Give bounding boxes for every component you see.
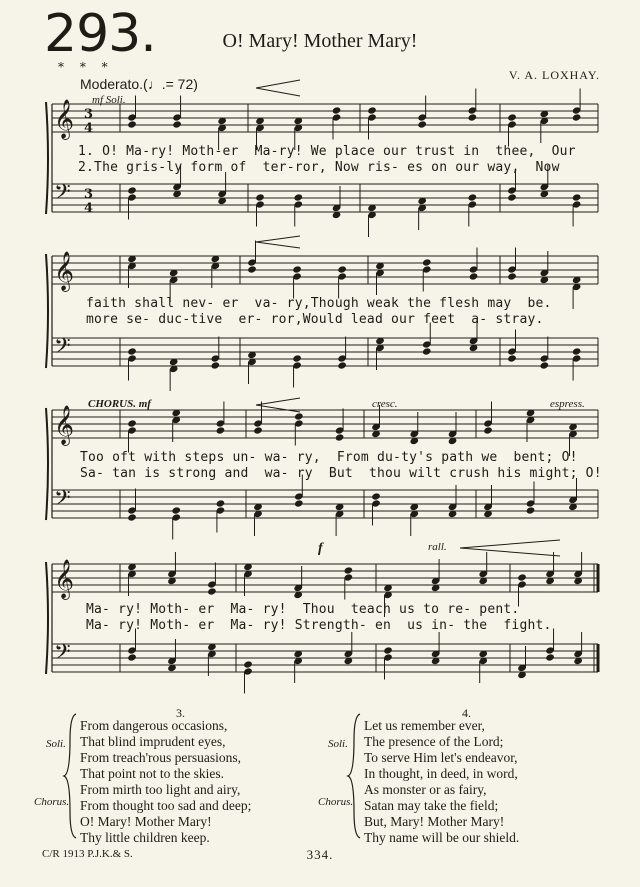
time-signature: 3 — [84, 187, 94, 202]
brace-icon — [46, 254, 48, 368]
brace-icon — [46, 562, 48, 674]
note-head — [294, 499, 304, 507]
note-head — [367, 106, 377, 114]
note-head — [507, 113, 517, 121]
note-head — [292, 354, 302, 362]
hairpin-icon — [256, 80, 300, 96]
bass-clef-icon: 𝄢 — [54, 486, 71, 516]
system-4-verse-2: Ma- ry! Moth- er Ma- ry! Strength- en us in- the fight. — [86, 618, 552, 633]
stanza-line: From mirth too light and airy, — [80, 782, 241, 797]
note-head — [216, 499, 226, 507]
note-head — [540, 361, 550, 369]
system-3-verse-1: Too oft with steps un- wa- ry, From du-ty's path we bent; O! — [80, 450, 578, 465]
brace-icon — [46, 408, 48, 520]
note-head — [171, 506, 181, 514]
treble-clef-icon: 𝄞 — [54, 559, 75, 599]
stanza-4-chorus-label: Chorus. — [318, 796, 354, 808]
note-head — [507, 354, 517, 362]
note-head — [572, 347, 582, 355]
stanza-line: From dangerous occasions, — [80, 718, 228, 733]
stanza-line: Thy name will be our shield. — [364, 830, 520, 845]
note-head — [293, 193, 303, 201]
treble-clef-icon: 𝄞 — [54, 251, 75, 291]
system-3-verse-2: Sa- tan is strong and wa- ry But thou wilt crush his might; O! — [80, 466, 602, 481]
note-head — [526, 506, 536, 514]
note-head — [127, 419, 137, 427]
note-head — [483, 426, 493, 434]
stanza-line: Thy little children keep. — [80, 830, 210, 845]
note-head — [545, 653, 555, 661]
system-1-verse-1: 1. O! Ma-ry! Moth-er Ma-ry! We place our trust in thee, Our — [78, 144, 576, 159]
note-head — [337, 361, 347, 369]
hymn-title: O! Mary! Mother Mary! — [222, 30, 418, 52]
note-head — [337, 265, 347, 273]
note-head — [332, 106, 342, 114]
note-head — [371, 492, 381, 500]
note-head — [417, 120, 427, 128]
note-head — [507, 193, 517, 201]
system-2-verse-1: faith shall nev- er va- ry,Though weak the flesh may be. — [86, 296, 552, 311]
hymn-number: 293. — [44, 4, 156, 64]
note-head — [468, 113, 478, 121]
note-head — [243, 660, 253, 668]
system-4-verse-1: Ma- ry! Moth- er Ma- ry! Thou teach us to re- pent. — [86, 602, 520, 617]
cresc-marking: cresc. — [372, 398, 398, 410]
note-head — [255, 193, 265, 201]
stanza-3-soli-label: Soli. — [46, 738, 66, 750]
stanza-line: From thought too sad and deep; — [80, 798, 252, 813]
note-head — [207, 587, 217, 595]
dynamic-forte: f — [318, 541, 323, 556]
note-head — [335, 433, 345, 441]
stanza-brace-icon — [64, 714, 76, 838]
stanza-4-soli-label: Soli. — [328, 738, 348, 750]
note-head — [127, 347, 137, 355]
tempo-marking: Moderato.(♩.= 72) — [80, 76, 198, 92]
note-head — [172, 120, 182, 128]
time-signature: 4 — [84, 121, 94, 136]
note-head — [253, 426, 263, 434]
treble-clef-icon: 𝄞 — [54, 405, 75, 445]
composer: V. A. LOXHAY. — [508, 68, 600, 82]
rall-marking: rall. — [428, 541, 447, 553]
dynamic-mf-soli: mf Soli. — [92, 94, 126, 106]
note-head — [211, 361, 221, 369]
copyright-notice: C/R 1913 P.J.K.& S. — [42, 848, 133, 860]
espress-marking: espress. — [550, 398, 585, 410]
stanza-4-lines — [364, 718, 519, 846]
bass-clef-icon: 𝄢 — [54, 640, 71, 670]
note-head — [422, 347, 432, 355]
bass-clef-icon: 𝄢 — [54, 334, 71, 364]
hairpin-icon — [256, 236, 300, 248]
stanza-3-number: 3. — [176, 706, 185, 720]
note-head — [572, 113, 582, 121]
bass-clef-icon: 𝄢 — [54, 180, 71, 210]
stanza-line: As monster or as fairy, — [364, 782, 487, 797]
note-head — [469, 272, 479, 280]
stanza-3-lines — [80, 718, 251, 846]
note-head — [127, 120, 137, 128]
note-head — [247, 265, 257, 273]
time-signature: 4 — [84, 201, 94, 216]
stanza-line: Let us remember ever, — [364, 718, 485, 733]
treble-clef-icon: 𝄞 — [54, 99, 75, 139]
note-head — [127, 653, 137, 661]
stanza-line: From treach'rous persuasions, — [80, 750, 242, 765]
note-head — [292, 265, 302, 273]
note-head — [127, 513, 137, 521]
note-head — [572, 193, 582, 201]
stanza-line: But, Mary! Mother Mary! — [364, 814, 505, 829]
note-head — [216, 426, 226, 434]
title-stars: * * * — [58, 60, 114, 74]
note-head — [294, 412, 304, 420]
note-head — [468, 193, 478, 201]
stanza-4-number: 4. — [462, 706, 471, 720]
stanza-brace-icon — [348, 714, 360, 838]
note-head — [344, 566, 354, 574]
time-signature: 3 — [84, 107, 94, 122]
note-head — [383, 646, 393, 654]
hairpin-icon — [460, 540, 560, 556]
stanza-line: The presence of the Lord; — [364, 734, 504, 749]
stanza-line: To serve Him let's endeavor, — [364, 750, 518, 765]
stanza-line: In thought, in deed, in word, — [364, 766, 518, 781]
note-head — [127, 186, 137, 194]
brace-icon — [46, 102, 48, 214]
page-number: 334. — [306, 847, 334, 862]
stanza-line: Satan may take the field; — [364, 798, 499, 813]
note-head — [422, 258, 432, 266]
note-head — [507, 272, 517, 280]
system-2-verse-2: more se- duc-tive er- ror,Would lead our feet a- stray. — [86, 312, 544, 327]
stanza-line: That point not to the skies. — [80, 766, 224, 781]
chorus-marking: CHORUS. mf — [88, 398, 151, 410]
system-1-verse-2: 2.The gris-ly form of ter-ror, Now ris- es on our way, Now — [78, 160, 560, 175]
stanza-line: O! Mary! Mother Mary! — [80, 814, 212, 829]
stanza-line: That blind imprudent eyes, — [80, 734, 226, 749]
note-head — [517, 573, 527, 581]
stanza-3-chorus-label: Chorus. — [34, 796, 70, 808]
